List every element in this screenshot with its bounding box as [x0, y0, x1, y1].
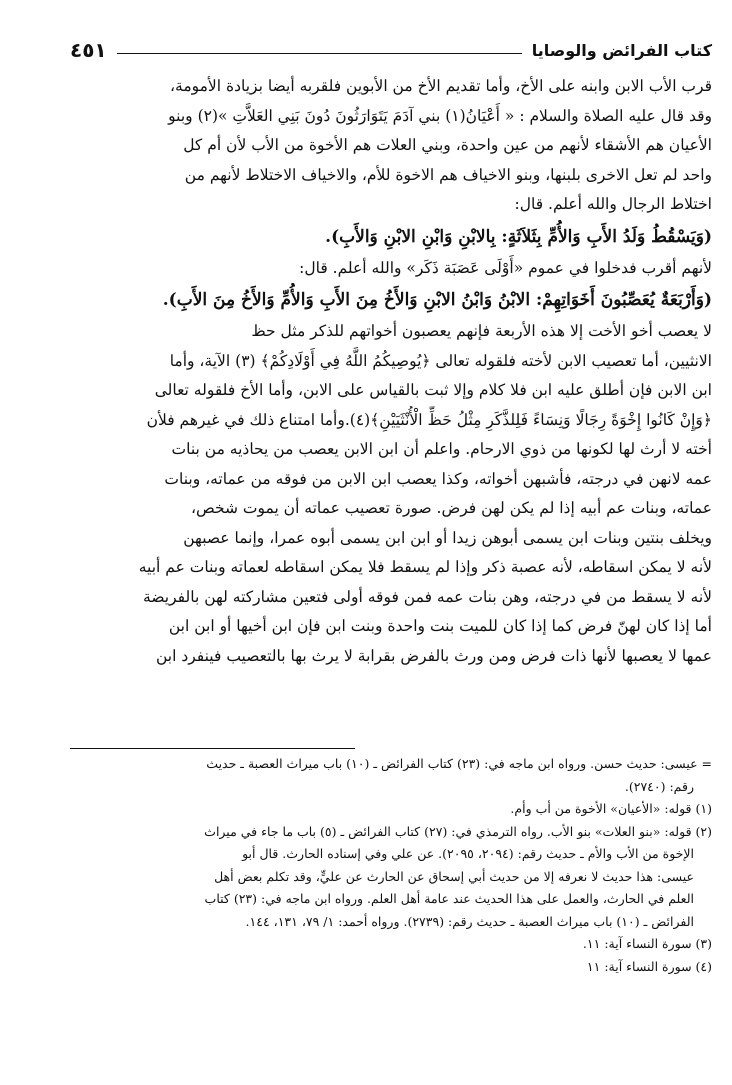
text-line: ابن الابن فإن أطلق عليه ابن فلا كلام وإلا ثبت بالقياس على الابن، وأما الأخ فلقوله تعالى [154, 381, 712, 399]
text-line: أما إذا كان لهنّ فرض كما إذا كان للميت بنت واحدة وبنت ابن فإن ابن أخيها أو ابن ابن [168, 617, 712, 635]
text-line: ويخلف بنتين وبنات ابن يسمى أبوهن زيدا أو ابن ابن يسمى أبوه عمرا، وإنما عصبهن [183, 528, 712, 547]
footnote-line: = عيسى: حديث حسن. ورواه ابن ماجه في: (٢٣) كتاب الفرائض ـ (١٠) باب ميراث العصبة ـ حديث [206, 756, 712, 771]
footnote-line: رقم: (٢٧٤٠). [624, 778, 694, 794]
footnote-line: الفرائض ـ (١٠) باب ميراث العصبة ـ حديث رقم: (٢٧٣٩). ورواه أحمد: ١/ ٧٩، ١٣١، ١٤٤. [245, 913, 694, 929]
footnotes [70, 748, 712, 978]
text-line: عمه لانهن في درجته، فأشبهن أخواته، وكذا يعصب ابن الابن من فوقه من عماته، وبنات [164, 469, 712, 488]
footnote-4: (٤) سورة النساء آية: ١١ [586, 958, 712, 974]
text-line: ﴿وَإِنْ كَانُوا إِخْوَةً رِجَالًا وَنِسَاءً فَلِلذَّكَرِ مِثْلُ حَظِّ الْأُنْثَيَيْنِ﴾(٤).وأما امتناع ذلك في غيرهم فلأن [146, 410, 712, 429]
text-line: قرب الأب الابن وابنه على الأخ، وأما تقديم الأخ من الأبوين فلقربه أيضا بزيادة الأمومة، [170, 77, 712, 95]
footnote-3: (٣) سورة النساء آية: ١١. [582, 936, 712, 951]
footnote-2: (٢) قوله: «بنو العلات» بنو الأب. رواه الترمذي في: (٢٧) كتاب الفرائض ـ (٥) باب ما جاء في ميراث [204, 823, 712, 839]
footnote-line: العلم في الحارث، والعمل على هذا الحديث عند عامة أهل العلم. ورواه ابن ماجه في: (٢٣) كتاب [204, 891, 694, 906]
footnote-line: عيسى: هذا حديث لا نعرفه إلا من حديث أبي إسحاق عن الحارث عن عليٍّ، وقد تكلم بعض أهل [214, 868, 694, 884]
main-text [70, 72, 712, 671]
text-line: اختلاط الرجال والله أعلم. قال: [514, 195, 712, 213]
text-line: لأنهم أقرب فدخلوا في عموم «أَوْلَى عَصَبَة ذَكَر» والله أعلم. قال: [299, 258, 712, 277]
matn-line: (وَأَرْبَعَةٌ يُعَصِّبُونَ أَخَوَاتِهِمْ: الابْنُ وَابْنُ الابْنِ وَالأَخُ مِنَ الأَبِ وَالأُمِّ وَالأَخُ مِنَ الأَبِ). [162, 290, 712, 310]
text-line: لأنه لا يسقط من في درجته، وهن بنات عمه فمن فوقه أولى فتعين مشاركته لهن بالفريضة [143, 587, 712, 606]
book-page [70, 0, 712, 1085]
header-rule [117, 53, 522, 54]
text-line: الانثيين، أما تعصيب الابن لأخته فلقوله تعالى ﴿يُوصِيكُمُ اللَّهُ فِي أَوْلَادِكُمْ﴾ (٣) الآية، وأما [169, 351, 712, 370]
text-line: أخته لا أرث لها لكونها من ذوي الارحام. واعلم أن ابن الابن يعصب من يحاذيه من بنات [171, 440, 712, 458]
page-number: ٤٥١ [70, 38, 107, 62]
text-line: عماته، وبنات عم أبيه إذا لم يكن لهن فرض. صورة تعصيب عماته أن يموت شخص، [190, 499, 712, 517]
text-line: عمها لا يعصبها لأنها ذات فرض ومن ورث بالفرض بقرابة لا يرث بها بالتعصيب فينفرد ابن [155, 646, 712, 665]
footnote-1: (١) قوله: «الأعيان» الأخوة من أب وأم. [510, 801, 712, 816]
text-line: الأعيان هم الأشقاء لأنهم من عين واحدة، وبني العلات هم الأخوة من الأب لأن أم كل [183, 136, 712, 154]
text-line: لا يعصب أخو الأخت إلا هذه الأربعة فإنهم يعصبون أخواتهم للذكر مثل حظ [251, 322, 712, 340]
text-line: وقد قال عليه الصلاة والسلام : « أَعْيَانُ(١) بني آدَمَ يَتَوَارَثُونَ دُونَ بَنِي العَلاَّتِ »(٢) وبنو [168, 106, 712, 125]
matn-line: (وَيَسْقُطُ وَلَدُ الأَبِ وَالأُمِّ بِثَلاَثَةٍ: بِالابْنِ وَابْنِ الابْنِ وَالأَبِ). [325, 226, 712, 247]
footnote-line: الإخوة من الأب والأم ـ حديث رقم: (٢٠٩٤، ٢٠٩٥). عن علي وفي إسناده الحارث. قال أبو [242, 846, 694, 861]
text-line: لأنه لا يمكن اسقاطه، لأنه عصبة ذكر وإذا لم يسقط فلا يمكن اسقاطه لعماته وبنات عم أبيه [138, 558, 712, 576]
running-header [70, 22, 712, 62]
text-line: واحد لم تعل الاخرى بلبنها، وبنو الاخياف هم الاخوة للأم، والاخياف الاختلاط لأنهم من [184, 165, 712, 184]
chapter-title: كتاب الفرائض والوصايا [531, 41, 712, 60]
footnote-rule [70, 748, 355, 749]
